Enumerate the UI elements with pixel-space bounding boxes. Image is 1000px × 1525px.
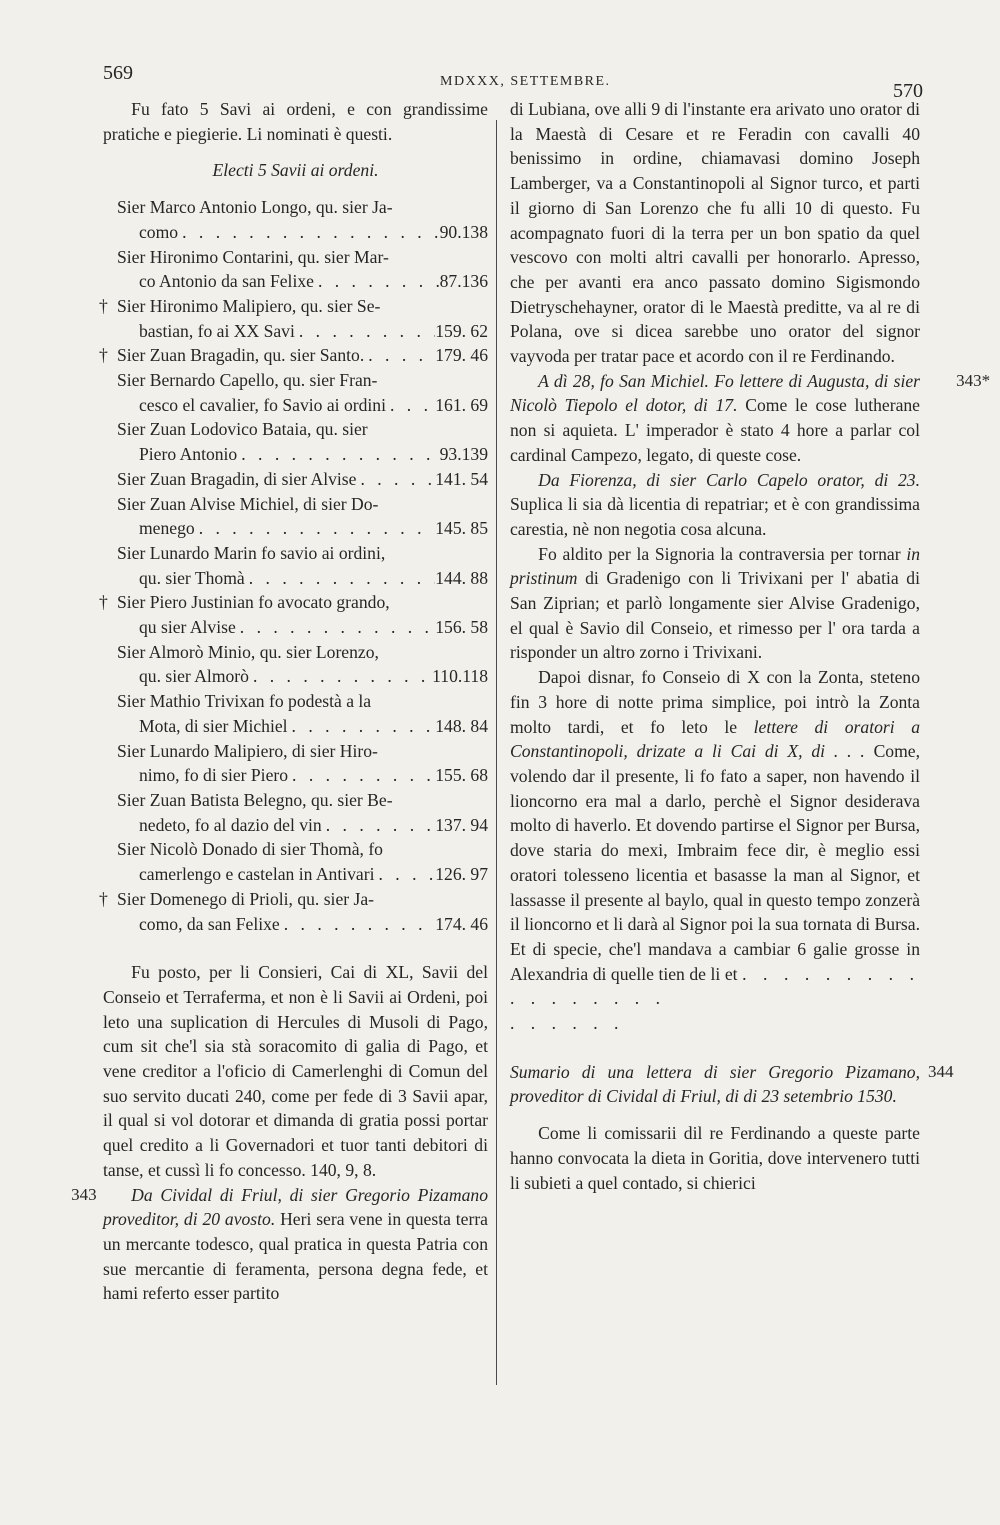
summary-heading-text: Sumario di una lettera di sier Gregorio Pizamano, proveditor di Cividal di Friul, di di 23 setembrio 1530. <box>510 1061 920 1107</box>
entry-line2: qu. sier Thomà <box>139 567 245 588</box>
vote-count: 93.139 <box>439 444 488 465</box>
summary-heading <box>510 1060 954 1109</box>
elected-entry <box>103 788 488 837</box>
leader-dots <box>288 714 436 739</box>
spacer <box>510 1036 920 1060</box>
entry-line2: como <box>139 221 179 242</box>
spacer <box>103 936 488 960</box>
vote-count: 90.138 <box>439 221 488 242</box>
vote-count: 179. 46 <box>435 345 488 366</box>
leader-dots <box>236 615 435 640</box>
leader-dots <box>386 393 435 418</box>
elected-entry <box>103 640 488 689</box>
entry-line1: Sier Domenego di Prioli, qu. sier Ja- <box>117 888 375 909</box>
entry-line2: co Antonio da san Felixe <box>139 271 314 292</box>
vote-count: 144. 88 <box>435 567 488 588</box>
vote-count: 159. 62 <box>435 320 488 341</box>
entry-line1: Sier Zuan Batista Belegno, qu. sier Be- <box>117 789 393 810</box>
cividal-paragraph <box>71 1183 488 1307</box>
margin-number-343-star: 343* <box>956 370 991 390</box>
vote-count: 148. 84 <box>435 715 488 736</box>
vote-count: 161. 69 <box>435 394 488 415</box>
entry-line2: Piero Antonio <box>139 444 238 465</box>
entry-line2: como, da san Felixe <box>139 913 280 934</box>
entry-line1: Sier Lunardo Malipiero, di sier Hiro- <box>117 740 378 761</box>
vote-count: 141. 54 <box>435 468 488 489</box>
signoria-paragraph <box>510 542 920 666</box>
entry-line1: Sier Hironimo Malipiero, qu. sier Se- <box>117 295 381 316</box>
margin-number-343: 343 <box>71 1184 97 1204</box>
elected-entry <box>99 887 488 936</box>
vote-count: 87.136 <box>439 271 488 292</box>
elected-entry <box>103 195 488 244</box>
right-column <box>510 97 991 1195</box>
vote-count: 137. 94 <box>435 814 488 835</box>
entry-line1: Sier Lunardo Marin fo savio ai ordini, <box>117 542 386 563</box>
elected-entry <box>103 417 488 466</box>
elected-entry <box>99 343 488 368</box>
entry-line2: nedeto, fo al dazio del vin <box>139 814 322 835</box>
leader-dots <box>195 516 436 541</box>
fiorenza-heading: Da Fiorenza, di sier Carlo Capelo orator, di 23. <box>538 469 920 490</box>
entry-line1: Sier Zuan Lodovico Bataia, qu. sier <box>117 419 368 440</box>
cividal-heading: Da Cividal di Friul, di sier Gregorio Pizamano proveditor, di 20 avosto. <box>103 1184 488 1230</box>
fiorenza-body: Suplica li sia dà licentia di repatriar; et è con grandissima carestia, nè non negotia cosa alcuna. <box>510 494 920 539</box>
section-heading: Electi 5 Savii ai ordeni. <box>212 160 379 181</box>
ellipsis-dots: . . . . . . . . . . . . . . . . . <box>510 963 921 1009</box>
entry-line2: nimo, fo di sier Piero <box>139 765 289 786</box>
elected-entry <box>103 467 488 492</box>
margin-number-344: 344 <box>928 1061 954 1081</box>
goritia-paragraph: Come li comissarii dil re Ferdinando a queste parte hanno convocata la dieta in Goritia, dove intervenero tutti li subieti a quel contado, si chierici <box>510 1123 920 1193</box>
column-divider <box>496 120 497 1385</box>
cross-mark: † <box>99 345 108 366</box>
entry-line2: qu. sier Almorò <box>139 666 249 687</box>
leader-dots <box>374 862 435 887</box>
running-title: MDXXX, SETTEMBRE. <box>440 74 611 89</box>
entry-line2: cesco el cavalier, fo Savio ai ordini <box>139 394 386 415</box>
page-number-left: 569 <box>103 62 133 84</box>
entry-line2: bastian, fo ai XX Savi <box>139 320 295 341</box>
spacer <box>510 1109 920 1121</box>
vote-count: 145. 85 <box>435 518 488 539</box>
conseio-text-b: Come, volendo dar il presente, li fo fato a saper, non havendo il lioncorno era mal a darlo, perchè el Signor desiderava molto di haverlo. Et dovendo partirse el Signor per Bursa, dove staria do mexi, Imbraim fece dir, è meglio essi oratori tolesseno licentia et basasse la man al Signor, et lassasse il presente al baylo, qual in questo tempo zonzerà il lioncorno et li darà al Signor poi la sua tornata di Bursa. Et di specie, che'l mandava a cambiar 6 galie grosse in Alexandria di quelle tien de li et <box>510 741 920 984</box>
augusta-body: Come le cose lutherane non si aquieta. L' imperador è stato 4 hore a parlar col cardinal Campezo, legato, di queste cose. <box>510 395 920 465</box>
leader-dots <box>314 269 440 294</box>
entry-line2: camerlengo e castelan in Antivari <box>139 864 375 885</box>
elected-entry <box>99 590 488 639</box>
signoria-text-a: Fo aldito per la Signoria la contraversia per tornar <box>538 543 901 564</box>
spacer <box>103 146 488 158</box>
conseio-paragraph <box>510 665 920 1011</box>
elected-entry <box>103 492 488 541</box>
cross-mark: † <box>99 295 108 316</box>
elected-entry <box>103 541 488 590</box>
leader-dots <box>322 813 436 838</box>
conseio-text-a: Dapoi disnar, fo Conseio di X con la Zonta, steteno fin 3 hore di notte prima simplice, poi intrò la Zonta molto tardi, et fo leto le <box>510 667 920 737</box>
leader-dots <box>288 763 435 788</box>
elected-entry <box>103 689 488 738</box>
vote-count: 126. 97 <box>435 864 488 885</box>
augusta-paragraph <box>510 369 991 468</box>
augusta-heading: A dì 28, fo San Michiel. Fo lettere di Augusta, di sier Nicolò Tiepolo el dotor, di 17. <box>510 370 920 416</box>
cividal-body: Heri sera vene in questa terra un mercante todesco, qual pratica in questa Patria con sue mercantie di feramenta, persona degna fede, et hami referto esser partito <box>103 1209 488 1304</box>
elected-entry <box>103 739 488 788</box>
intro-paragraph: Fu fato 5 Savi ai ordeni, e con grandissime pratiche e piegierie. Li nominati è questi. <box>103 99 488 144</box>
petition-paragraph: Fu posto, per li Consieri, Cai di XL, Savii del Conseio et Terraferma, et non è li Savii ai Ordeni, poi leto una suplication di Hercules di Musoli di Pago, cum sit che'l sia stà soracomito di galia di Pago, et vene creditor a l'oficio di Camerlenghi di Comun del suo servito ducati 240, come per fede di 3 Savii apar, il qual si vol dotorar et dimanda di gratia possi portar quel credito a li Governadori et tuor tanti debitori di tanse, et cussì li fo concesso. 140, 9, 8. <box>103 962 488 1180</box>
entry-line2: menego <box>139 518 195 539</box>
entry-line1: Sier Mathio Trivixan fo podestà a la <box>117 691 372 712</box>
fiorenza-paragraph <box>510 468 920 542</box>
leader-dots <box>237 442 439 467</box>
entry-line2: Mota, di sier Michiel <box>139 715 288 736</box>
entry-line1: Sier Bernardo Capello, qu. sier Fran- <box>117 370 378 391</box>
vote-count: 155. 68 <box>435 765 488 786</box>
leader-dots <box>295 319 435 344</box>
signoria-text-b: di Gradenigo con li Trivixani per l' abatia di San Ziprian; et parlò longamente sier Alvise Gradenigo, el qual è Savio dil Conseio, et rimesso per l' ora tarda a risponder un altro zorno i Trivixani. <box>510 568 920 663</box>
signoria-italic: in pristinum <box>510 543 920 589</box>
entry-line1: Sier Hironimo Contarini, qu. sier Mar- <box>117 246 389 267</box>
conseio-italic: lettere di oratori a Constantinopoli, drizate a li Cai di X, di . . . <box>510 716 920 762</box>
ellipsis-dots-line: . . . . . . <box>510 1013 625 1034</box>
entry-line2: qu sier Alvise <box>139 617 236 638</box>
elected-entry <box>103 837 488 886</box>
spacer <box>103 183 488 195</box>
entry-line1: Sier Nicolò Donado di sier Thomà, fo <box>117 839 383 860</box>
leader-dots <box>364 343 435 368</box>
left-column <box>71 97 488 1306</box>
vote-count: 156. 58 <box>435 617 488 638</box>
elected-entry <box>103 245 488 294</box>
vote-count: 174. 46 <box>435 913 488 934</box>
leader-dots <box>245 566 436 591</box>
elected-list <box>99 195 488 936</box>
cross-mark: † <box>99 888 108 909</box>
elected-entry <box>99 294 488 343</box>
page-number-right: 570 <box>893 80 923 102</box>
cross-mark: † <box>99 592 108 613</box>
entry-line2: Sier Zuan Bragadin, qu. sier Santo. <box>117 345 365 366</box>
vote-count: 110.118 <box>432 666 488 687</box>
entry-line1: Sier Piero Justinian fo avocato grando, <box>117 592 390 613</box>
entry-line1: Sier Almorò Minio, qu. sier Lorenzo, <box>117 641 379 662</box>
leader-dots <box>356 467 435 492</box>
leader-dots <box>280 912 436 937</box>
leader-dots <box>178 220 440 245</box>
elected-entry <box>103 368 488 417</box>
entry-line1: Sier Zuan Alvise Michiel, di sier Do- <box>117 493 379 514</box>
entry-line2: Sier Zuan Bragadin, di sier Alvise <box>117 468 357 489</box>
lubiana-paragraph: di Lubiana, ove alli 9 di l'instante era arivato uno orator di la Maestà di Cesare et re Feradin con cavalli 40 benissimo in ordine, chiamavasi domino Joseph Lamberger, va a Constantinopoli al Signor turco, et parti il giorno di San Lorenzo che fu alli 10 di questo. Fu acompagnato fuori di la terra per un bon spatio da quel vescovo con molti altri cavalli per honorarlo. Apresso, che per avanti era anco passato domino Sigismondo Dietryschehayner, orator di le Maestà preditte, va al re di Polana, ove si dicea sarebbe uno orator del signor vayvoda per tratar pace et acordo con il re Ferdinando. <box>510 99 920 367</box>
entry-line1: Sier Marco Antonio Longo, qu. sier Ja- <box>117 197 393 218</box>
leader-dots <box>249 664 432 689</box>
